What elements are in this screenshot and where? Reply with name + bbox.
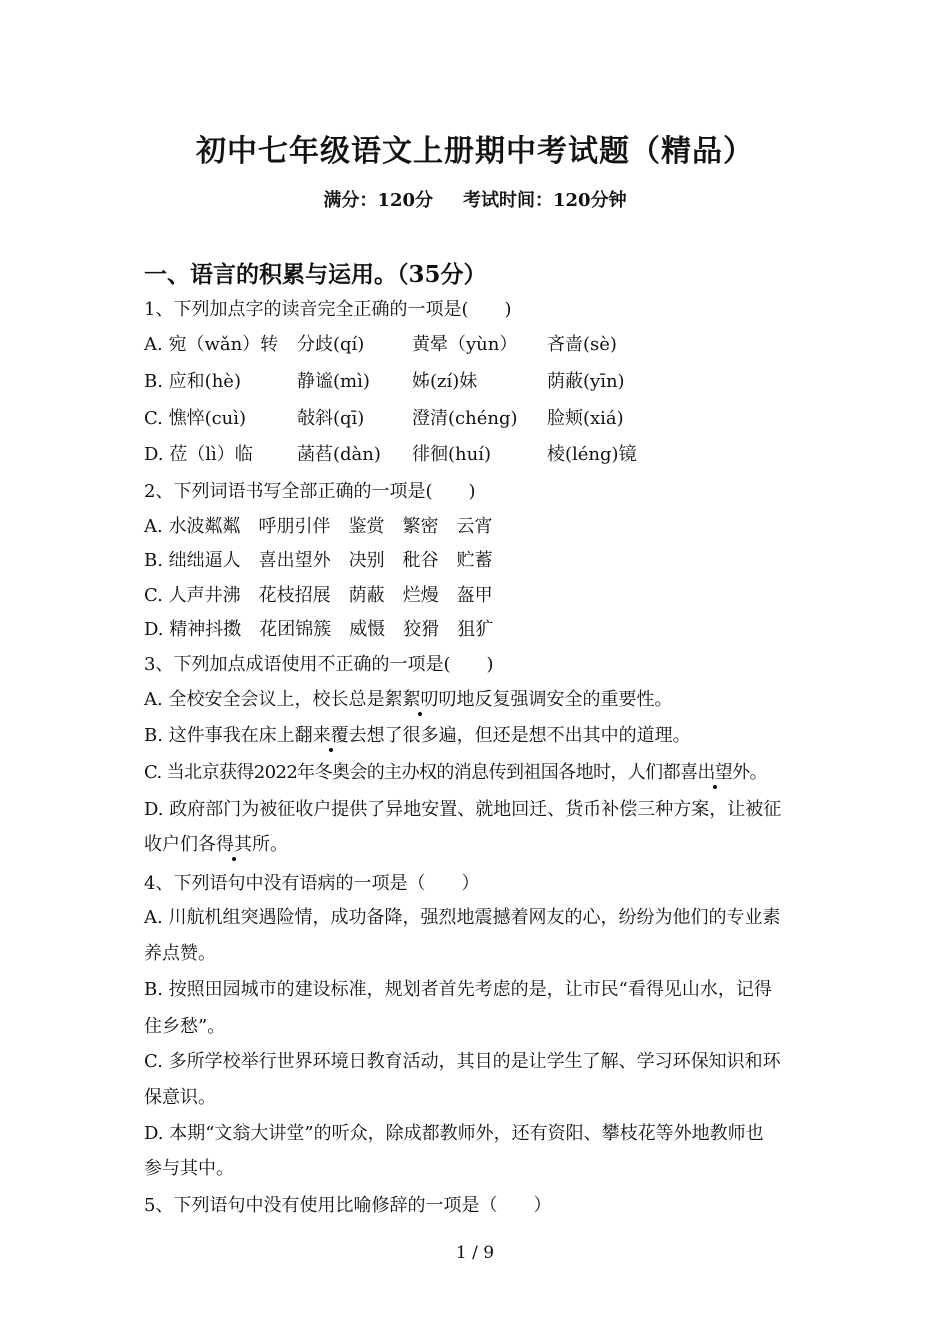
q4-line-1: A. 川航机组突遇险情，成功备降，强烈地震撼着网友的心，纷纷为他们的专业素 bbox=[144, 907, 781, 928]
q3-option-c bbox=[144, 758, 767, 784]
q3-option-a bbox=[144, 685, 672, 711]
q1-a-1: A. 宛（wǎn）转 bbox=[144, 334, 279, 355]
q4-line-4: 住乡愁”。 bbox=[144, 1016, 226, 1037]
q3-c-idiom: 喜出望外 bbox=[679, 762, 750, 783]
q3-option-d-line1: D. 政府部门为被征收户提供了异地安置、就地回迁、货币补偿三种方案，让被征 bbox=[144, 799, 782, 820]
q3-b-idiom: 翻来覆去 bbox=[294, 725, 367, 746]
q1-c-2: 敧斜(qī) bbox=[297, 408, 365, 429]
q3-d-text-end: 。 bbox=[270, 834, 288, 855]
q4-line-2: 养点赞。 bbox=[144, 943, 216, 964]
q3-d-idiom: 各得其所 bbox=[198, 834, 270, 855]
q3-b-text: B. 这件事我在床上 bbox=[144, 725, 295, 746]
q2-option-c: C. 人声井沸 花枝招展 荫蔽 烂熳 盔甲 bbox=[144, 585, 493, 606]
q3-a-idiom: 絮絮叨叨 bbox=[384, 689, 457, 710]
q1-c-3: 澄清(chéng) bbox=[412, 408, 518, 429]
q1-a-3: 黄晕（yùn） bbox=[412, 334, 518, 355]
page-title: 初中七年级语文上册期中考试题（精品） bbox=[196, 134, 754, 169]
q1-b-3: 姊(zí)妹 bbox=[412, 371, 478, 392]
q1-d-2: 菡萏(dàn) bbox=[297, 444, 381, 465]
q1-d-3: 徘徊(huí) bbox=[412, 444, 491, 465]
q1-d-4: 棱(léng)镜 bbox=[547, 444, 637, 465]
q1-c-1: C. 憔悴(cuì) bbox=[144, 408, 247, 429]
question-4-stem: 4、下列语句中没有语病的一项是（ ） bbox=[144, 873, 480, 894]
exam-time: 考试时间：120分钟 bbox=[463, 190, 627, 211]
q1-b-1: B. 应和(hè) bbox=[144, 371, 241, 392]
q2-option-b: B. 绌绌逼人 喜出望外 决别 秕谷 贮蓄 bbox=[144, 550, 493, 571]
q3-b-text-end: 想了很多遍，但还是想不出其中的道理。 bbox=[366, 725, 691, 746]
q2-option-d: D. 精神抖擞 花团锦簇 威慑 狡猾 狙犷 bbox=[144, 619, 494, 640]
q3-d-text: 收户们 bbox=[144, 834, 198, 855]
question-1-stem: 1、下列加点字的读音完全正确的一项是( ) bbox=[144, 299, 512, 320]
q4-line-8: 参与其中。 bbox=[144, 1158, 234, 1179]
q1-b-4: 荫蔽(yīn) bbox=[547, 371, 625, 392]
q2-option-a: A. 水波粼粼 呼朋引伴 鉴赏 繁密 云宵 bbox=[144, 516, 493, 537]
q4-line-5: C. 多所学校举行世界环境日教育活动，其目的是让学生了解、学习环保知识和环 bbox=[144, 1051, 781, 1072]
exam-info bbox=[0, 186, 950, 212]
q4-line-3: B. 按照田园城市的建设标准，规划者首先考虑的是，让市民“看得见山水，记得 bbox=[144, 979, 772, 1000]
q1-d-1: D. 莅（lì）临 bbox=[144, 444, 253, 465]
q1-c-4: 脸颊(xiá) bbox=[547, 408, 624, 429]
question-3-stem: 3、下列加点成语使用不正确的一项是( ) bbox=[144, 654, 494, 675]
q1-b-2: 静谧(mì) bbox=[297, 371, 370, 392]
q4-line-6: 保意识。 bbox=[144, 1087, 216, 1108]
q3-option-b bbox=[144, 721, 691, 747]
q3-c-text-end: 。 bbox=[749, 762, 767, 783]
page-number: 1 / 9 bbox=[455, 1243, 495, 1263]
section-heading: 一、语言的积累与运用。（35分） bbox=[144, 261, 487, 288]
q3-c-text: C. 当北京获得2022年冬奥会的主办权的消息传到祖国各地时，人们都 bbox=[144, 762, 680, 783]
q1-a-4: 吝啬(sè) bbox=[547, 334, 617, 355]
q3-a-text: A. 全校安全会议上，校长总是 bbox=[144, 689, 385, 710]
q3-option-d-line2 bbox=[144, 830, 288, 856]
q4-line-7: D. 本期“文翁大讲堂”的听众，除成都教师外，还有资阳、攀枝花等外地教师也 bbox=[144, 1123, 764, 1144]
q1-a-2: 分歧(qí) bbox=[297, 334, 365, 355]
question-2-stem: 2、下列词语书写全部正确的一项是( ) bbox=[144, 481, 476, 502]
question-5-stem: 5、下列语句中没有使用比喻修辞的一项是（ ） bbox=[144, 1195, 552, 1216]
full-score: 满分：120分 bbox=[323, 190, 433, 211]
q3-a-text-end: 地反复强调安全的重要性。 bbox=[456, 689, 673, 710]
